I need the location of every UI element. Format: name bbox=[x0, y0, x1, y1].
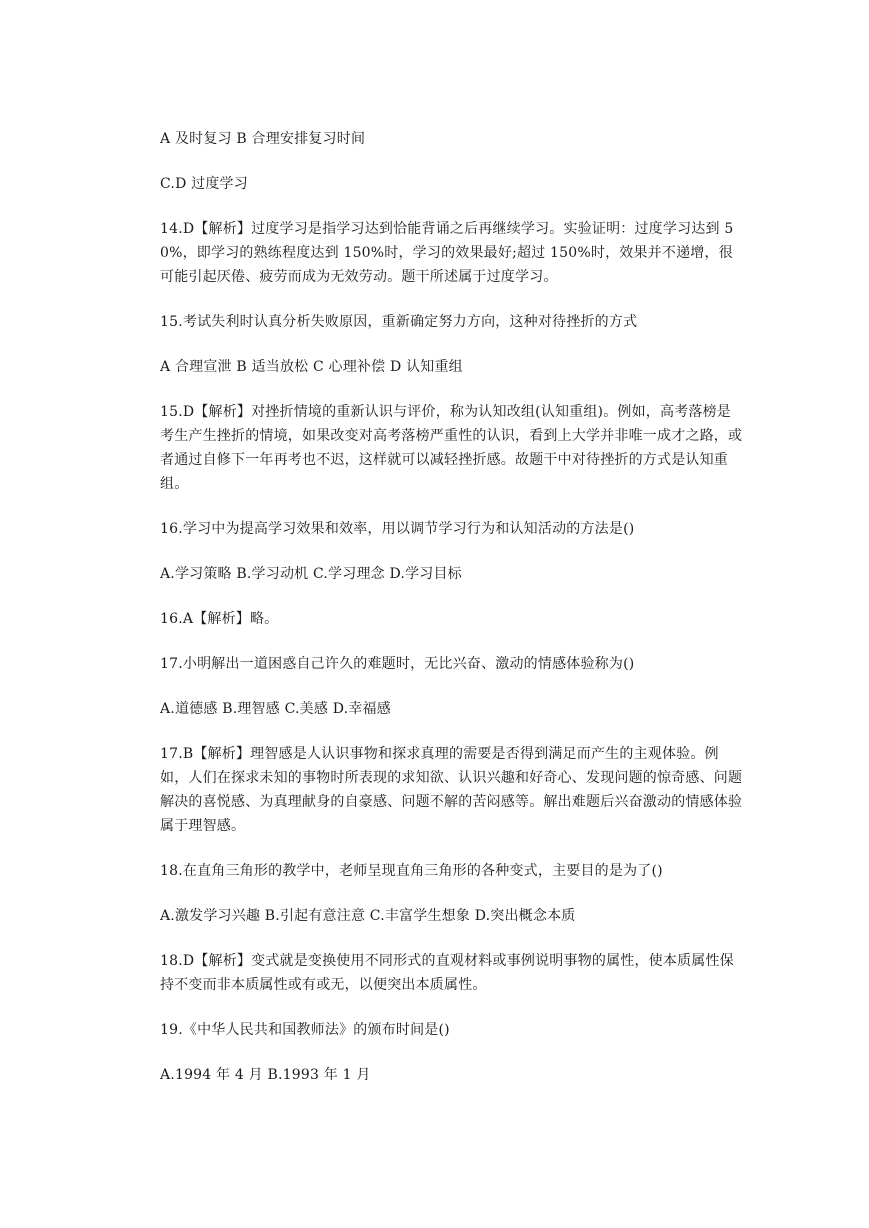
answer-explanation-18: 18.D【解析】变式就是变换使用不同形式的直观材料或事例说明事物的属性，使本质属性保持不变而非本质属性或有或无，以便突出本质属性。 bbox=[160, 953, 734, 993]
option-line: A 及时复习 B 合理安排复习时间 bbox=[160, 131, 366, 147]
question-18: 18.在直角三角形的教学中，老师呈现直角三角形的各种变式，主要目的是为了() bbox=[160, 863, 663, 879]
document-body bbox=[160, 127, 745, 1087]
options-19: A.1994 年 4 月 B.1993 年 1 月 bbox=[160, 1067, 371, 1083]
options-15: A 合理宣泄 B 适当放松 C 心理补偿 D 认知重组 bbox=[160, 359, 463, 375]
answer-explanation-15: 15.D【解析】对挫折情境的重新认识与评价，称为认知改组(认知重组)。例如，高考落榜是考生产生挫折的情境，如果改变对高考落榜严重性的认识，看到上大学并非唯一成才之路，或者通过自修下一年再考也不迟，这样就可以减轻挫折感。故题干中对待挫折的方式是认知重组。 bbox=[160, 404, 743, 492]
question-17: 17.小明解出一道困惑自己许久的难题时，无比兴奋、激动的情感体验称为() bbox=[160, 656, 635, 672]
question-16: 16.学习中为提高学习效果和效率，用以调节学习行为和认知活动的方法是() bbox=[160, 521, 635, 537]
options-16: A.学习策略 B.学习动机 C.学习理念 D.学习目标 bbox=[160, 566, 462, 582]
answer-explanation-14: 14.D【解析】过度学习是指学习达到恰能背诵之后再继续学习。实验证明：过度学习达到 50%，即学习的熟练程度达到 150%时，学习的效果最好;超过 150%时，效果并不递增，很可能引起厌倦、疲劳而成为无效劳动。题干所述属于过度学习。 bbox=[160, 221, 734, 285]
answer-explanation-16: 16.A【解析】略。 bbox=[160, 611, 279, 627]
question-15: 15.考试失利时认真分析失败原因，重新确定努力方向，这种对待挫折的方式 bbox=[160, 314, 638, 330]
answer-explanation-17: 17.B【解析】理智感是人认识事物和探求真理的需要是否得到满足而产生的主观体验。例如，人们在探求未知的事物时所表现的求知欲、认识兴趣和好奇心、发现问题的惊奇感、问题解决的喜悦感、为真理献身的自豪感、问题不解的苦闷感等。解出难题后兴奋激动的情感体验属于理智感。 bbox=[160, 746, 743, 834]
options-18: A.激发学习兴趣 B.引起有意注意 C.丰富学生想象 D.突出概念本质 bbox=[160, 908, 576, 924]
options-17: A.道德感 B.理智感 C.美感 D.幸福感 bbox=[160, 701, 391, 717]
question-19: 19.《中华人民共和国教师法》的颁布时间是() bbox=[160, 1022, 450, 1038]
option-line: C.D 过度学习 bbox=[160, 176, 248, 192]
